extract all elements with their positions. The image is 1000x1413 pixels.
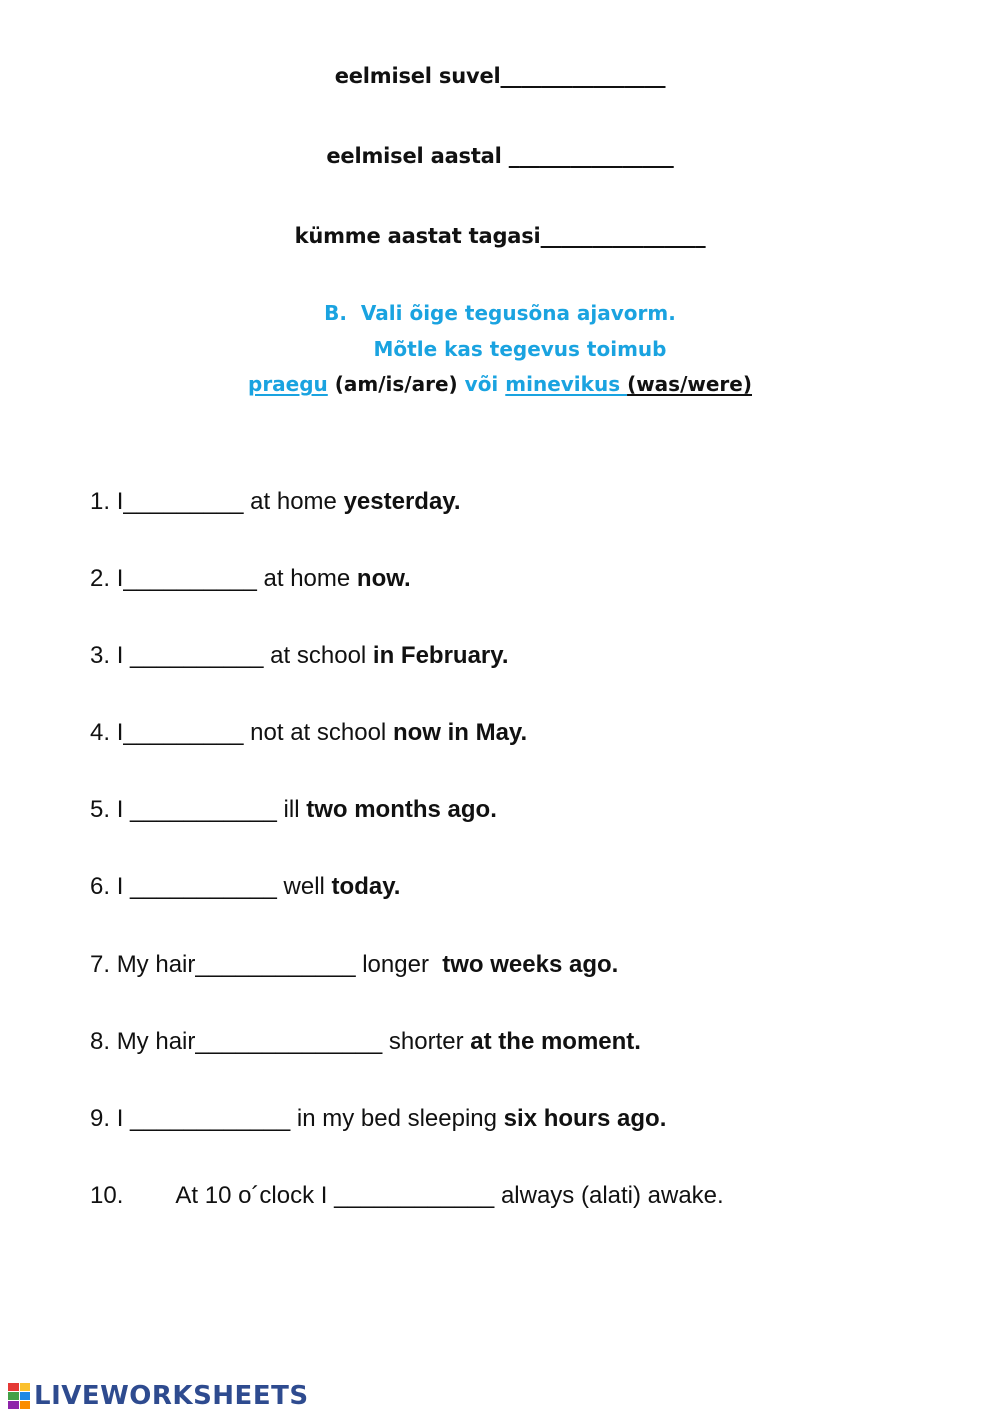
answer-blank[interactable]: ______________ <box>195 1028 383 1055</box>
time-expression: two weeks ago. <box>442 951 619 978</box>
question-prefix: I <box>116 565 124 592</box>
present-forms: (am/is/are) <box>334 372 458 396</box>
answer-blank[interactable]: _________ <box>123 719 244 746</box>
answer-blank[interactable]: ____________ <box>195 951 356 978</box>
question-row <box>90 642 509 670</box>
question-prefix: I <box>116 488 124 515</box>
fill-line-label: eelmisel aastal <box>326 144 509 168</box>
question-prefix: At 10 o´clock I <box>175 1182 335 1209</box>
praegu-link: praegu <box>248 372 328 396</box>
liveworksheets-logo-icon <box>8 1383 30 1409</box>
past-forms: (was/were) <box>627 372 752 396</box>
fill-line-ten-years-ago <box>0 224 1000 248</box>
answer-blank[interactable]: __________ <box>123 565 257 592</box>
question-row <box>90 1028 641 1056</box>
answer-blank[interactable]: ________________ <box>508 144 674 168</box>
question-text: longer <box>355 951 443 978</box>
fill-line-label: eelmisel suvel <box>334 64 501 88</box>
question-prefix: I <box>116 719 124 746</box>
question-number: 5. <box>90 796 111 823</box>
question-prefix: I <box>116 796 131 823</box>
question-row <box>90 719 527 747</box>
question-number: 8. <box>90 1028 111 1055</box>
question-row <box>90 873 400 901</box>
time-expression: today. <box>331 873 401 900</box>
question-prefix: My hair <box>116 951 196 978</box>
question-number: 2. <box>90 565 111 592</box>
question-row <box>90 796 497 824</box>
question-row <box>90 951 618 979</box>
question-text: at home <box>243 488 344 515</box>
question-text: at school <box>263 642 373 669</box>
minevikus-link: minevikus <box>505 372 628 396</box>
question-text: at home <box>256 565 357 592</box>
question-row <box>90 1105 666 1133</box>
answer-blank[interactable]: ___________ <box>130 796 277 823</box>
question-number: 4. <box>90 719 111 746</box>
question-number: 10. <box>90 1182 124 1209</box>
section-letter: B. <box>324 301 347 325</box>
time-expression: yesterday. <box>343 488 461 515</box>
answer-blank[interactable]: ___________ <box>130 873 277 900</box>
time-expression: now. <box>356 565 411 592</box>
section-b-heading <box>0 301 1000 325</box>
fill-line-last-summer <box>0 64 1000 88</box>
section-b-forms <box>0 372 1000 396</box>
time-expression: at the moment. <box>470 1028 641 1055</box>
question-number: 1. <box>90 488 111 515</box>
time-expression: now in May. <box>392 719 528 746</box>
section-title: Vali õige tegusõna ajavorm. <box>360 301 676 325</box>
question-prefix: I <box>116 642 131 669</box>
question-prefix: My hair <box>116 1028 196 1055</box>
section-b-subheading <box>0 337 1000 361</box>
question-text: well <box>276 873 332 900</box>
question-number: 6. <box>90 873 111 900</box>
answer-blank[interactable]: _________ <box>123 488 244 515</box>
question-number: 3. <box>90 642 111 669</box>
answer-blank[interactable]: ________________ <box>540 224 706 248</box>
voi-word: või <box>464 372 499 396</box>
question-text: in my bed sleeping <box>290 1105 504 1132</box>
question-number: 7. <box>90 951 111 978</box>
brand-name: LIVEWORKSHEETS <box>34 1381 309 1411</box>
fill-line-last-year <box>0 144 1000 168</box>
time-expression: in February. <box>372 642 509 669</box>
question-text: ill <box>276 796 307 823</box>
time-expression: two months ago. <box>306 796 497 823</box>
time-expression: six hours ago. <box>503 1105 667 1132</box>
answer-blank[interactable]: ____________ <box>334 1182 495 1209</box>
question-row <box>90 488 461 516</box>
question-text: not at school <box>243 719 393 746</box>
fill-line-label: kümme aastat tagasi <box>294 224 541 248</box>
answer-blank[interactable]: __________ <box>130 642 264 669</box>
question-text: shorter <box>382 1028 471 1055</box>
answer-blank[interactable]: ________________ <box>500 64 666 88</box>
question-text: always (alati) awake. <box>494 1182 724 1209</box>
instruction-line: Mõtle kas tegevus toimub <box>373 337 667 361</box>
question-row <box>90 1182 724 1210</box>
answer-blank[interactable]: ____________ <box>130 1105 291 1132</box>
question-row <box>90 565 411 593</box>
question-prefix: I <box>116 1105 131 1132</box>
question-number: 9. <box>90 1105 111 1132</box>
question-prefix: I <box>116 873 131 900</box>
liveworksheets-footer[interactable] <box>8 1380 309 1412</box>
